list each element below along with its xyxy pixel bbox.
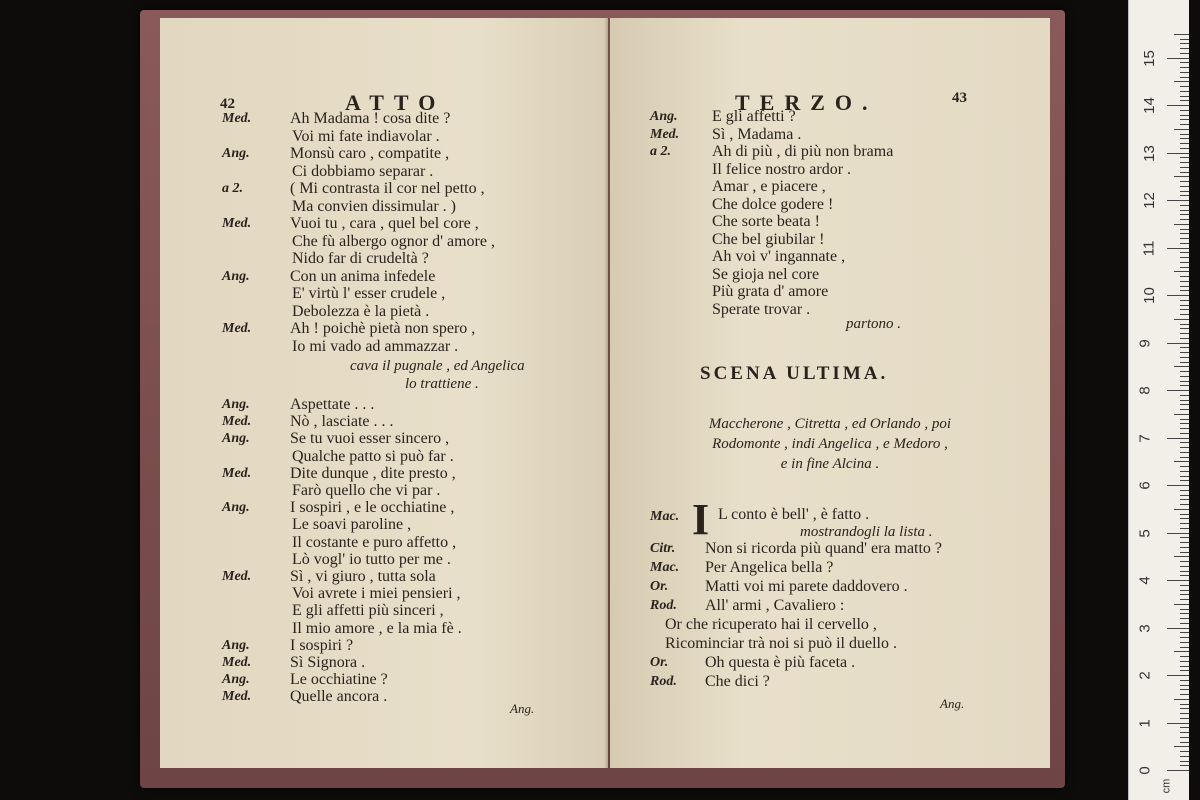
ruler-tick — [1180, 233, 1189, 234]
verse-line: I sospiri , e le occhiatine , — [290, 499, 455, 517]
ruler-tick — [1180, 708, 1189, 709]
ruler-tick — [1174, 556, 1189, 557]
ruler-tick — [1180, 523, 1189, 524]
ruler-tick — [1174, 34, 1189, 35]
ruler-number: 4 — [1136, 576, 1154, 585]
ruler-tick — [1180, 613, 1189, 614]
speaker-label: a 2. — [222, 181, 243, 196]
speaker-label: Or. — [650, 579, 669, 594]
verse-line: Nò , lasciate . . . — [290, 413, 394, 431]
verse-line: Ma convien dissimular . ) — [292, 197, 456, 215]
ruler-number: 6 — [1136, 481, 1154, 490]
ruler-tick — [1180, 238, 1189, 239]
ruler-tick — [1180, 376, 1189, 377]
verse-line: Che dolce godere ! — [712, 195, 834, 213]
ruler-tick — [1180, 666, 1189, 667]
speaker-label: Med. — [222, 465, 252, 481]
ruler-tick — [1180, 428, 1189, 429]
scene-direction-1: Maccherone , Citretta , ed Orlando , poi — [708, 416, 952, 432]
speaker-label: Ang. — [650, 109, 678, 124]
ruler-number: 5 — [1136, 528, 1154, 538]
stage-direction-1: cava il pugnale , ed Angelica — [350, 358, 525, 374]
ruler-tick — [1167, 485, 1189, 486]
ruler-tick — [1180, 395, 1189, 396]
ruler-tick — [1180, 433, 1189, 434]
ruler-tick — [1167, 770, 1189, 771]
verse-line: E gli affetti ? — [712, 108, 796, 125]
speaker-label: Rod. — [650, 598, 677, 613]
ruler-tick — [1180, 447, 1189, 448]
speaker-label: Ang. — [222, 431, 250, 447]
ruler-tick — [1180, 138, 1189, 139]
ruler-tick — [1180, 181, 1189, 182]
ruler-tick — [1180, 214, 1189, 215]
verse-line: Ricominciar trà noi si può il duello . — [665, 635, 897, 652]
ruler-tick — [1180, 452, 1189, 453]
ruler-tick — [1167, 295, 1189, 296]
ruler-tick — [1180, 466, 1189, 467]
ruler-tick — [1180, 765, 1189, 766]
ruler-tick — [1180, 347, 1189, 348]
drop-cap: I — [692, 495, 710, 544]
ruler-tick — [1180, 737, 1189, 738]
ruler-tick — [1180, 689, 1189, 690]
ruler-tick — [1180, 39, 1189, 40]
ruler-tick — [1174, 509, 1189, 510]
ruler-tick — [1167, 533, 1189, 534]
ruler-tick — [1180, 495, 1189, 496]
ruler-tick — [1180, 210, 1189, 211]
ruler-tick — [1174, 651, 1189, 652]
ruler-tick — [1180, 134, 1189, 135]
verse-line: Sì , Madama . — [712, 125, 802, 143]
ruler-tick — [1180, 314, 1189, 315]
speaker-label: Mac. — [650, 560, 680, 575]
left-catchword: Ang. — [510, 701, 535, 716]
ruler-tick — [1180, 518, 1189, 519]
ruler-tick — [1174, 461, 1189, 462]
ruler-tick — [1180, 490, 1189, 491]
scene-title: SCENA ULTIMA. — [700, 363, 889, 384]
ruler-tick — [1180, 623, 1189, 624]
verse-line: Vuoi tu , cara , quel bel core , — [290, 215, 479, 232]
ruler-tick — [1180, 119, 1189, 120]
speaker-label: Med. — [222, 655, 252, 670]
verse-line: E gli affetti più sinceri , — [292, 602, 444, 620]
ruler-tick — [1180, 67, 1189, 68]
verse-line: Qualche patto si può far . — [292, 447, 454, 465]
ruler-number: 0 — [1136, 766, 1154, 775]
verse-line: Che sorte beata ! — [712, 213, 820, 230]
ruler-tick — [1180, 409, 1189, 410]
verse-line: Sì Signora . — [290, 654, 366, 671]
verse-line: Sì , vi giuro , tutta sola — [290, 568, 436, 585]
verse-line: Or che ricuperato hai il cervello , — [665, 616, 877, 633]
ruler-tick — [1180, 172, 1189, 173]
ruler-tick — [1180, 742, 1189, 743]
ruler-tick — [1167, 58, 1189, 59]
verse-line: Ah Madama ! cosa dite ? — [290, 110, 451, 127]
ruler-tick — [1180, 647, 1189, 648]
ruler-tick — [1180, 694, 1189, 695]
verse-line: Nido far di crudeltà ? — [292, 250, 429, 267]
ruler-tick — [1180, 618, 1189, 619]
scene-direction-3: e in fine Alcina . — [780, 456, 880, 472]
ruler-tick — [1180, 476, 1189, 477]
verse-line: I sospiri ? — [290, 636, 354, 654]
ruler-unit: cm — [1160, 778, 1173, 794]
right-page — [610, 18, 1050, 768]
speaker-label: Ang. — [222, 672, 250, 688]
verse-line: Lò vogl' io tutto per me . — [292, 550, 451, 568]
ruler-tick — [1180, 257, 1189, 258]
verse-line: Se tu vuoi esser sincero , — [290, 430, 450, 448]
speaker-label: a 2. — [650, 144, 671, 159]
verse-line: Oh questa è più faceta . — [705, 654, 856, 671]
ruler-tick — [1180, 442, 1189, 443]
verse-line: Il felice nostro ardor . — [712, 160, 852, 178]
speaker-label: Med. — [222, 689, 252, 705]
speaker-label: Ang. — [222, 146, 250, 161]
ruler-tick — [1180, 423, 1189, 424]
ruler-tick — [1180, 661, 1189, 662]
ruler-tick — [1180, 371, 1189, 372]
verse-line: Ah voi v' ingannate , — [712, 248, 846, 265]
ruler-tick — [1180, 637, 1189, 638]
ruler-tick — [1180, 143, 1189, 144]
ruler-tick — [1180, 305, 1189, 306]
verse-line: Che fù albergo ognor d' amore , — [292, 232, 495, 250]
ruler-tick — [1180, 537, 1189, 538]
verse-line: Più grata d' amore — [712, 283, 829, 300]
right-page-number: 43 — [952, 90, 967, 106]
ruler-tick — [1167, 580, 1189, 581]
speaker-label: Med. — [650, 126, 680, 142]
ruler-tick — [1180, 72, 1189, 73]
first-speaker: Mac. — [650, 509, 680, 524]
ruler-tick — [1174, 414, 1189, 415]
ruler-tick — [1174, 699, 1189, 700]
ruler-tick — [1180, 404, 1189, 405]
ruler-number: 12 — [1140, 192, 1158, 209]
ruler-tick — [1180, 727, 1189, 728]
verse-line: Le occhiatine ? — [290, 671, 388, 689]
ruler-tick — [1174, 129, 1189, 130]
speaker-label: Ang. — [222, 500, 250, 516]
speaker-label: Med. — [222, 414, 252, 430]
verse-line: Monsù caro , compatite , — [290, 145, 450, 162]
ruler-tick — [1167, 200, 1189, 201]
ruler-tick — [1180, 110, 1189, 111]
verse-line: All' armi , Cavaliero : — [705, 597, 845, 614]
speaker-label: Or. — [650, 655, 669, 670]
ruler-number: 3 — [1136, 623, 1154, 633]
ruler-tick — [1174, 271, 1189, 272]
ruler-tick — [1180, 542, 1189, 543]
ruler-tick — [1174, 746, 1189, 747]
ruler-number: 2 — [1136, 671, 1154, 680]
left-page — [160, 18, 608, 768]
right-running-head: TERZO. — [735, 90, 878, 115]
ruler-tick — [1180, 471, 1189, 472]
ruler-tick — [1180, 480, 1189, 481]
ruler-tick — [1167, 390, 1189, 391]
ruler-tick — [1180, 195, 1189, 196]
ruler-number: 9 — [1136, 338, 1154, 348]
ruler-tick — [1180, 718, 1189, 719]
ruler-tick — [1174, 81, 1189, 82]
ruler-tick — [1180, 704, 1189, 705]
verse-line: E' virtù l' esser crudele , — [292, 285, 446, 302]
verse-line: Quelle ancora . — [290, 688, 388, 706]
ruler-tick — [1180, 547, 1189, 548]
ruler-tick — [1180, 594, 1189, 595]
verse-line: Io mi vado ad ammazzar . — [292, 337, 459, 355]
ruler-tick — [1180, 53, 1189, 54]
verse-line: Se gioja nel core — [712, 265, 820, 283]
ruler-tick — [1174, 319, 1189, 320]
ruler-tick — [1180, 328, 1189, 329]
ruler-number: 10 — [1140, 287, 1158, 304]
verse-line: Voi avrete i miei pensieri , — [292, 585, 461, 603]
speaker-label: Med. — [222, 321, 252, 336]
ruler-tick — [1180, 115, 1189, 116]
verse-line: Debolezza è la pietà . — [292, 302, 430, 320]
verse-line: Farò quello che vi par . — [292, 482, 441, 499]
ruler-tick — [1180, 732, 1189, 733]
ruler-tick — [1180, 186, 1189, 187]
ruler-number: 15 — [1140, 49, 1158, 67]
ruler-tick — [1180, 642, 1189, 643]
ruler-number: 8 — [1136, 386, 1154, 395]
ruler-tick — [1180, 338, 1189, 339]
ruler-tick — [1180, 191, 1189, 192]
ruler-tick — [1167, 438, 1189, 439]
ruler-tick — [1180, 381, 1189, 382]
speaker-label: Med. — [222, 569, 252, 584]
ruler-number: 11 — [1140, 240, 1158, 256]
speaker-label: Ang. — [222, 637, 250, 653]
verse-line: Amar , e piacere , — [712, 178, 826, 195]
verse-line: Con un anima infedele — [290, 267, 436, 285]
ruler-tick — [1180, 219, 1189, 220]
ruler-tick — [1180, 761, 1189, 762]
stage-direction-2: lo trattiene . — [405, 376, 479, 392]
left-running-head: ATTO — [345, 90, 446, 115]
ruler-tick — [1180, 561, 1189, 562]
ruler-tick — [1180, 96, 1189, 97]
ruler-tick — [1180, 571, 1189, 572]
ruler-tick — [1180, 751, 1189, 752]
ruler-tick — [1180, 333, 1189, 334]
exit-direction: partono . — [846, 316, 902, 332]
verse-line: ( Mi contrasta il cor nel petto , — [290, 180, 485, 197]
speaker-label: Ang. — [222, 268, 250, 284]
ruler-tick — [1167, 105, 1189, 106]
ruler-tick — [1180, 324, 1189, 325]
ruler-tick — [1180, 632, 1189, 633]
ruler-tick — [1174, 366, 1189, 367]
ruler-tick — [1174, 604, 1189, 605]
verse-line: Ah ! poichè pietà non spero , — [290, 320, 476, 337]
verse-line: Per Angelica bella ? — [705, 559, 834, 576]
verse-line: Voi mi fate indiavolar . — [292, 127, 440, 145]
ruler-tick — [1180, 680, 1189, 681]
speaker-label: Ang. — [222, 397, 250, 412]
ruler-tick — [1180, 357, 1189, 358]
ruler-tick — [1180, 457, 1189, 458]
ruler-tick — [1180, 100, 1189, 101]
speaker-label: Citr. — [650, 541, 676, 556]
right-catchword: Ang. — [940, 696, 965, 711]
ruler-tick — [1180, 400, 1189, 401]
ruler-tick — [1180, 148, 1189, 149]
verse-line: Matti voi mi parete daddovero . — [705, 578, 908, 595]
ruler-tick — [1180, 656, 1189, 657]
ruler-number: 13 — [1140, 144, 1158, 162]
ruler-tick — [1180, 528, 1189, 529]
ruler-tick — [1167, 675, 1189, 676]
ruler-tick — [1180, 62, 1189, 63]
speaker-label: Rod. — [650, 674, 677, 689]
speaker-label: Med. — [222, 216, 252, 231]
ruler-tick — [1180, 281, 1189, 282]
ruler-tick — [1180, 575, 1189, 576]
ruler-tick — [1180, 685, 1189, 686]
ruler-tick — [1180, 91, 1189, 92]
ruler-tick — [1180, 157, 1189, 158]
verse-line: Il costante e puro affetto , — [292, 533, 457, 551]
verse-line: Che bel giubilar ! — [712, 230, 825, 248]
ruler-tick — [1180, 309, 1189, 310]
ruler-tick — [1180, 43, 1189, 44]
ruler-tick — [1180, 205, 1189, 206]
ruler-tick — [1180, 590, 1189, 591]
ruler-tick — [1180, 48, 1189, 49]
ruler-tick — [1180, 124, 1189, 125]
ruler-tick — [1180, 385, 1189, 386]
ruler-tick — [1180, 756, 1189, 757]
ruler-tick — [1180, 609, 1189, 610]
ruler-tick — [1167, 628, 1189, 629]
ruler-tick — [1167, 153, 1189, 154]
ruler-tick — [1180, 352, 1189, 353]
verse-line: Il mio amore , e la mia fè . — [292, 619, 462, 637]
first-direction: mostrandogli la lista . — [800, 524, 933, 540]
speaker-label: Med. — [222, 111, 252, 126]
ruler-tick — [1180, 267, 1189, 268]
ruler-tick — [1180, 552, 1189, 553]
ruler-number: 7 — [1136, 433, 1154, 443]
ruler-tick — [1180, 504, 1189, 505]
ruler-tick — [1180, 162, 1189, 163]
ruler-tick — [1180, 262, 1189, 263]
ruler-tick — [1180, 77, 1189, 78]
ruler-tick — [1180, 243, 1189, 244]
ruler-number: 1 — [1136, 718, 1154, 728]
ruler-tick — [1180, 670, 1189, 671]
verse-line: Ah di più , di più non brama — [712, 143, 894, 160]
left-page-number: 42 — [220, 96, 235, 112]
ruler-tick — [1180, 362, 1189, 363]
ruler-tick — [1180, 252, 1189, 253]
ruler-tick — [1167, 343, 1189, 344]
ruler-tick — [1167, 248, 1189, 249]
ruler-tick — [1180, 499, 1189, 500]
ruler-tick — [1180, 713, 1189, 714]
ruler-tick — [1180, 599, 1189, 600]
scene-direction-2: Rodomonte , indi Angelica , e Medoro , — [712, 436, 948, 452]
verse-line: Ci dobbiamo separar . — [292, 162, 434, 180]
ruler-tick — [1180, 290, 1189, 291]
ruler-tick — [1180, 514, 1189, 515]
ruler-tick — [1174, 224, 1189, 225]
ruler-tick — [1180, 167, 1189, 168]
ruler-tick — [1180, 86, 1189, 87]
ruler-tick — [1180, 419, 1189, 420]
verse-line: Che dici ? — [705, 673, 770, 690]
ruler-tick — [1180, 566, 1189, 567]
verse-line: Non si ricorda più quand' era matto ? — [705, 540, 943, 557]
ruler-tick — [1174, 176, 1189, 177]
ruler-tick — [1180, 229, 1189, 230]
ruler-tick — [1180, 276, 1189, 277]
first-line-text: L conto è bell' , è fatto . — [718, 506, 870, 523]
ruler-tick — [1180, 585, 1189, 586]
verse-line: Sperate trovar . — [712, 300, 811, 318]
measurement-ruler — [1128, 0, 1189, 800]
ruler-number: 14 — [1140, 97, 1158, 114]
ruler-tick — [1180, 286, 1189, 287]
verse-line: Dite dunque , dite presto , — [290, 464, 456, 482]
verse-line: Aspettate . . . — [290, 396, 375, 413]
ruler-tick — [1167, 723, 1189, 724]
ruler-tick — [1180, 300, 1189, 301]
verse-line: Le soavi paroline , — [292, 516, 412, 534]
